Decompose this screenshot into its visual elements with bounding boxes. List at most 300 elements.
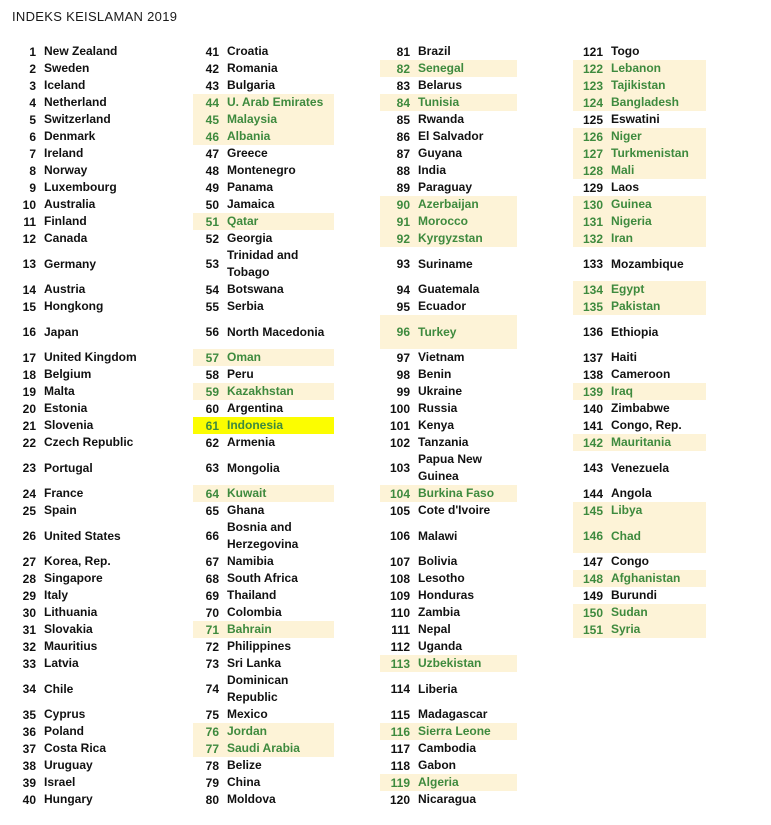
- rank-number: 137: [582, 350, 603, 365]
- country-row: [193, 485, 334, 502]
- country-name: Venezuela: [611, 460, 670, 475]
- country-row: [193, 298, 334, 315]
- rank-number: 120: [389, 792, 410, 807]
- country-row: [10, 230, 160, 247]
- country-name: Laos: [611, 180, 640, 194]
- country-name: Iran: [611, 231, 634, 245]
- rank-number: 92: [396, 231, 410, 246]
- rank-number: 31: [22, 622, 36, 637]
- country-name: Hungary: [44, 792, 93, 806]
- country-row: [10, 162, 160, 179]
- country-name: Norway: [44, 163, 88, 177]
- country-row: [193, 451, 334, 485]
- rank-number: 38: [22, 758, 36, 773]
- rank-number: 70: [205, 605, 219, 620]
- rank-number: 9: [29, 180, 36, 195]
- country-name: Tajikistan: [611, 78, 666, 92]
- rank-number: 20: [22, 401, 36, 416]
- country-name: Botswana: [227, 282, 284, 296]
- country-name: Mauritania: [611, 435, 672, 449]
- country-row: [10, 145, 160, 162]
- country-row: [10, 43, 160, 60]
- country-row: [193, 77, 334, 94]
- country-row: [573, 366, 706, 383]
- country-name: Togo: [611, 44, 640, 58]
- country-row: [193, 740, 334, 757]
- country-name: Oman: [227, 350, 262, 364]
- rank-number: 7: [29, 146, 36, 161]
- country-row: [193, 162, 334, 179]
- country-name: Zimbabwe: [611, 401, 670, 415]
- country-name: Korea, Rep.: [44, 554, 111, 568]
- country-row: [380, 162, 517, 179]
- country-name: Malaysia: [227, 112, 278, 126]
- country-row: [10, 315, 160, 349]
- rank-number: 5: [29, 112, 36, 127]
- country-name: Thailand: [227, 588, 277, 602]
- rank-number: 106: [389, 529, 410, 543]
- country-row: [10, 774, 160, 791]
- country-row: [573, 145, 706, 162]
- rank-number: 132: [582, 231, 603, 246]
- country-row: [380, 604, 517, 621]
- rank-number: 65: [205, 503, 219, 518]
- country-name: Mauritius: [44, 639, 98, 653]
- country-row: [10, 791, 160, 808]
- country-name: Slovakia: [44, 622, 93, 636]
- country-row: [380, 179, 517, 196]
- rank-number: 18: [22, 367, 36, 382]
- rank-number: 94: [396, 282, 410, 297]
- country-row: [380, 757, 517, 774]
- rank-number: 101: [389, 418, 410, 433]
- country-name: Cameroon: [611, 367, 671, 381]
- country-name: Turkmenistan: [611, 146, 689, 160]
- rank-number: 73: [205, 656, 219, 671]
- country-name: Honduras: [418, 588, 475, 602]
- rank-number: 66: [205, 529, 219, 543]
- country-row: [10, 553, 160, 570]
- country-name: Kuwait: [227, 486, 267, 500]
- rank-number: 46: [205, 129, 219, 144]
- country-name: Congo, Rep.: [611, 418, 682, 432]
- country-row: [10, 621, 160, 638]
- country-row: [10, 638, 160, 655]
- rank-number: 100: [389, 401, 410, 416]
- country-name: Bolivia: [418, 554, 458, 568]
- country-row: [10, 179, 160, 196]
- country-name: Dominican Republic: [227, 673, 289, 704]
- country-name: Luxembourg: [44, 180, 117, 194]
- rank-number: 123: [582, 78, 603, 93]
- country-name: China: [227, 775, 261, 789]
- country-name: Tanzania: [418, 435, 469, 449]
- country-name: Madagascar: [418, 707, 488, 721]
- country-name: Sweden: [44, 61, 90, 75]
- rank-number: 19: [22, 384, 36, 399]
- country-row: [193, 672, 334, 706]
- rank-number: 3: [29, 78, 36, 93]
- rank-number: 49: [205, 180, 219, 195]
- rank-number: 77: [205, 741, 219, 756]
- country-name: Mozambique: [611, 256, 684, 271]
- rank-number: 8: [29, 163, 36, 178]
- country-name: Morocco: [418, 214, 469, 228]
- country-row: [380, 740, 517, 757]
- rank-number: 79: [205, 775, 219, 790]
- country-row: [193, 43, 334, 60]
- country-row: [10, 94, 160, 111]
- country-name: Kazakhstan: [227, 384, 294, 398]
- country-row: [193, 315, 334, 349]
- country-row: [10, 383, 160, 400]
- country-name: Nigeria: [611, 214, 652, 228]
- country-row: [573, 604, 706, 621]
- country-name: Italy: [44, 588, 69, 602]
- country-name: Portugal: [44, 460, 93, 475]
- country-name: Benin: [418, 367, 452, 381]
- country-row: [10, 604, 160, 621]
- rank-number: 150: [582, 605, 603, 620]
- ranking-column-3: [380, 43, 517, 808]
- rank-number: 110: [390, 605, 410, 620]
- country-name: Congo: [611, 554, 649, 568]
- country-row: [380, 774, 517, 791]
- rank-number: 30: [22, 605, 36, 620]
- country-row: [380, 128, 517, 145]
- rank-number: 131: [582, 214, 603, 229]
- country-name: United States: [44, 528, 121, 543]
- country-name: Zambia: [418, 605, 461, 619]
- country-name: Australia: [44, 197, 96, 211]
- country-row: [193, 570, 334, 587]
- country-row: [380, 723, 517, 740]
- country-name: Spain: [44, 503, 77, 517]
- country-row: [380, 366, 517, 383]
- rank-number: 36: [22, 724, 36, 739]
- rank-number: 67: [205, 554, 219, 569]
- country-name: Afghanistan: [611, 571, 681, 585]
- rank-number: 128: [582, 163, 603, 178]
- country-row: [380, 383, 517, 400]
- rank-number: 89: [396, 180, 410, 195]
- country-row: [10, 128, 160, 145]
- rank-number: 52: [205, 231, 219, 246]
- rank-number: 86: [396, 129, 410, 144]
- country-row: [380, 672, 517, 706]
- rank-number: 28: [22, 571, 36, 586]
- country-row: [10, 485, 160, 502]
- rank-number: 102: [389, 435, 410, 450]
- country-row: [10, 434, 160, 451]
- rank-number: 144: [582, 486, 603, 501]
- country-row: [573, 315, 706, 349]
- country-row: [193, 366, 334, 383]
- rank-number: 111: [391, 622, 410, 637]
- rank-number: 145: [582, 503, 603, 518]
- rank-number: 105: [389, 503, 410, 518]
- country-name: Ireland: [44, 146, 84, 160]
- country-name: Guyana: [418, 146, 463, 160]
- country-name: Bosnia and Herzegovina: [227, 520, 299, 551]
- country-row: [380, 60, 517, 77]
- rank-number: 11: [23, 214, 36, 229]
- country-row: [380, 230, 517, 247]
- rank-number: 127: [582, 146, 603, 161]
- rank-number: 41: [205, 44, 219, 59]
- rank-number: 125: [582, 112, 603, 127]
- rank-number: 88: [396, 163, 410, 178]
- rank-number: 109: [389, 588, 410, 603]
- country-row: [380, 196, 517, 213]
- country-row: [573, 60, 706, 77]
- country-row: [573, 519, 706, 553]
- country-row: [573, 383, 706, 400]
- rank-number: 44: [205, 95, 219, 110]
- country-name: Ecuador: [418, 299, 467, 313]
- country-name: Ethiopia: [611, 324, 659, 339]
- rank-number: 21: [22, 418, 36, 433]
- country-row: [380, 315, 517, 349]
- rank-number: 54: [205, 282, 219, 297]
- rank-number: 22: [22, 435, 36, 450]
- country-row: [380, 706, 517, 723]
- rank-number: 6: [29, 129, 36, 144]
- rank-number: 53: [205, 257, 219, 271]
- rank-number: 72: [205, 639, 219, 654]
- country-name: New Zealand: [44, 44, 118, 58]
- country-row: [10, 417, 160, 434]
- country-name: Trinidad and Tobago: [227, 248, 299, 279]
- country-name: Argentina: [227, 401, 284, 415]
- rank-number: 96: [396, 325, 410, 339]
- rank-number: 45: [205, 112, 219, 127]
- rank-number: 141: [582, 418, 603, 433]
- country-name: Senegal: [418, 61, 465, 75]
- country-name: Burkina Faso: [418, 486, 495, 500]
- country-name: Cyprus: [44, 707, 86, 721]
- country-row: [10, 77, 160, 94]
- rank-number: 99: [396, 384, 410, 399]
- country-name: Haiti: [611, 350, 638, 364]
- rank-number: 143: [582, 461, 603, 475]
- country-name: Pakistan: [611, 299, 661, 313]
- country-name: Montenegro: [227, 163, 296, 177]
- rank-number: 14: [22, 282, 36, 297]
- country-name: Nicaragua: [418, 792, 477, 806]
- rank-number: 84: [396, 95, 410, 110]
- country-row: [10, 111, 160, 128]
- country-name: Serbia: [227, 299, 264, 313]
- rank-number: 91: [396, 214, 410, 229]
- country-name: Lebanon: [611, 61, 661, 75]
- country-name: Czech Republic: [44, 435, 134, 449]
- country-name: Kenya: [418, 418, 455, 432]
- country-name: Israel: [44, 775, 76, 789]
- country-row: [10, 706, 160, 723]
- country-row: [10, 502, 160, 519]
- rank-number: 82: [396, 61, 410, 76]
- country-name: Hongkong: [44, 299, 104, 313]
- country-name: Iceland: [44, 78, 86, 92]
- rank-number: 121: [582, 44, 603, 59]
- rank-number: 64: [205, 486, 219, 501]
- country-name: Brazil: [418, 44, 451, 58]
- country-row: [573, 179, 706, 196]
- country-row: [573, 400, 706, 417]
- rank-number: 142: [582, 435, 603, 450]
- country-row: [573, 128, 706, 145]
- rank-number: 81: [396, 44, 410, 59]
- country-name: Suriname: [418, 256, 473, 271]
- rank-number: 114: [390, 682, 410, 696]
- rank-number: 71: [205, 622, 219, 637]
- rank-number: 75: [205, 707, 219, 722]
- country-row: [573, 621, 706, 638]
- country-name: Mali: [611, 163, 635, 177]
- rank-number: 118: [390, 758, 410, 773]
- country-name: Libya: [611, 503, 643, 517]
- rank-number: 61: [205, 418, 219, 433]
- country-name: Colombia: [227, 605, 282, 619]
- country-name: Chile: [44, 681, 74, 696]
- rank-number: 97: [396, 350, 410, 365]
- rank-number: 23: [22, 461, 36, 475]
- country-row: [573, 111, 706, 128]
- country-row: [380, 570, 517, 587]
- rank-number: 103: [389, 461, 410, 475]
- country-name: U. Arab Emirates: [227, 95, 324, 109]
- rank-number: 32: [22, 639, 36, 654]
- country-name: Guatemala: [418, 282, 480, 296]
- country-row: [380, 621, 517, 638]
- country-name: Ghana: [227, 503, 265, 517]
- rank-number: 13: [22, 257, 36, 271]
- rank-number: 1: [29, 44, 36, 59]
- country-row: [573, 502, 706, 519]
- country-row: [193, 638, 334, 655]
- country-row: [573, 587, 706, 604]
- rank-number: 115: [390, 707, 410, 722]
- country-name: Cambodia: [418, 741, 477, 755]
- country-name: Namibia: [227, 554, 274, 568]
- country-name: Estonia: [44, 401, 88, 415]
- rank-number: 117: [390, 741, 410, 756]
- rank-number: 90: [396, 197, 410, 212]
- country-row: [10, 247, 160, 281]
- country-name: Georgia: [227, 231, 273, 245]
- rank-number: 56: [205, 325, 219, 339]
- rank-number: 113: [390, 656, 410, 671]
- ranking-column-4: [573, 43, 706, 638]
- country-row: [573, 281, 706, 298]
- country-row: [380, 213, 517, 230]
- rank-number: 40: [22, 792, 36, 807]
- country-name: Singapore: [44, 571, 103, 585]
- country-name: Armenia: [227, 435, 276, 449]
- country-row: [380, 400, 517, 417]
- country-row: [193, 774, 334, 791]
- country-row: [380, 638, 517, 655]
- country-row: [10, 400, 160, 417]
- country-row: [380, 111, 517, 128]
- rank-number: 17: [22, 350, 36, 365]
- country-name: Russia: [418, 401, 458, 415]
- country-row: [573, 570, 706, 587]
- country-name: Mongolia: [227, 460, 280, 475]
- country-row: [10, 757, 160, 774]
- rank-number: 104: [389, 486, 410, 501]
- country-row: [10, 723, 160, 740]
- country-name: Sierra Leone: [418, 724, 491, 738]
- country-name: Tunisia: [418, 95, 460, 109]
- rank-number: 4: [29, 95, 36, 110]
- page-title: INDEKS KEISLAMAN 2019: [12, 9, 178, 24]
- rank-number: 140: [582, 401, 603, 416]
- country-row: [10, 672, 160, 706]
- country-row: [573, 451, 706, 485]
- rank-number: 151: [582, 622, 603, 637]
- country-name: Nepal: [418, 622, 451, 636]
- country-name: Vietnam: [418, 350, 465, 364]
- country-row: [10, 519, 160, 553]
- country-name: Denmark: [44, 129, 96, 143]
- rank-number: 60: [205, 401, 219, 416]
- country-row: [380, 349, 517, 366]
- country-name: Netherland: [44, 95, 107, 109]
- rank-number: 83: [396, 78, 410, 93]
- rank-number: 58: [205, 367, 219, 382]
- rank-number: 29: [22, 588, 36, 603]
- country-name: South Africa: [227, 571, 298, 585]
- country-row: [380, 298, 517, 315]
- country-name: Finland: [44, 214, 87, 228]
- country-row: [380, 587, 517, 604]
- country-name: Saudi Arabia: [227, 741, 300, 755]
- country-name: Slovenia: [44, 418, 94, 432]
- country-name: Malawi: [418, 528, 458, 543]
- country-name: Chad: [611, 528, 641, 543]
- rank-number: 78: [205, 758, 219, 773]
- country-row: [380, 417, 517, 434]
- country-row: [573, 247, 706, 281]
- country-row: [573, 298, 706, 315]
- country-name: Lesotho: [418, 571, 465, 585]
- rank-number: 146: [582, 529, 603, 543]
- rank-number: 55: [205, 299, 219, 314]
- country-name: Ukraine: [418, 384, 463, 398]
- country-row: [193, 757, 334, 774]
- country-row: [193, 502, 334, 519]
- country-row: [193, 111, 334, 128]
- country-name: Eswatini: [611, 112, 660, 126]
- country-name: Panama: [227, 180, 274, 194]
- country-row: [380, 553, 517, 570]
- rank-number: 34: [22, 682, 36, 696]
- rank-number: 62: [205, 435, 219, 450]
- country-name: Malta: [44, 384, 75, 398]
- country-row: [193, 196, 334, 213]
- country-name: Cote d'Ivoire: [418, 503, 491, 517]
- country-name: Jordan: [227, 724, 268, 738]
- country-row: [10, 740, 160, 757]
- country-name: Sri Lanka: [227, 656, 282, 670]
- country-name: France: [44, 486, 84, 500]
- country-name: Syria: [611, 622, 641, 636]
- country-row: [193, 281, 334, 298]
- rank-number: 63: [205, 461, 219, 475]
- country-row: [380, 43, 517, 60]
